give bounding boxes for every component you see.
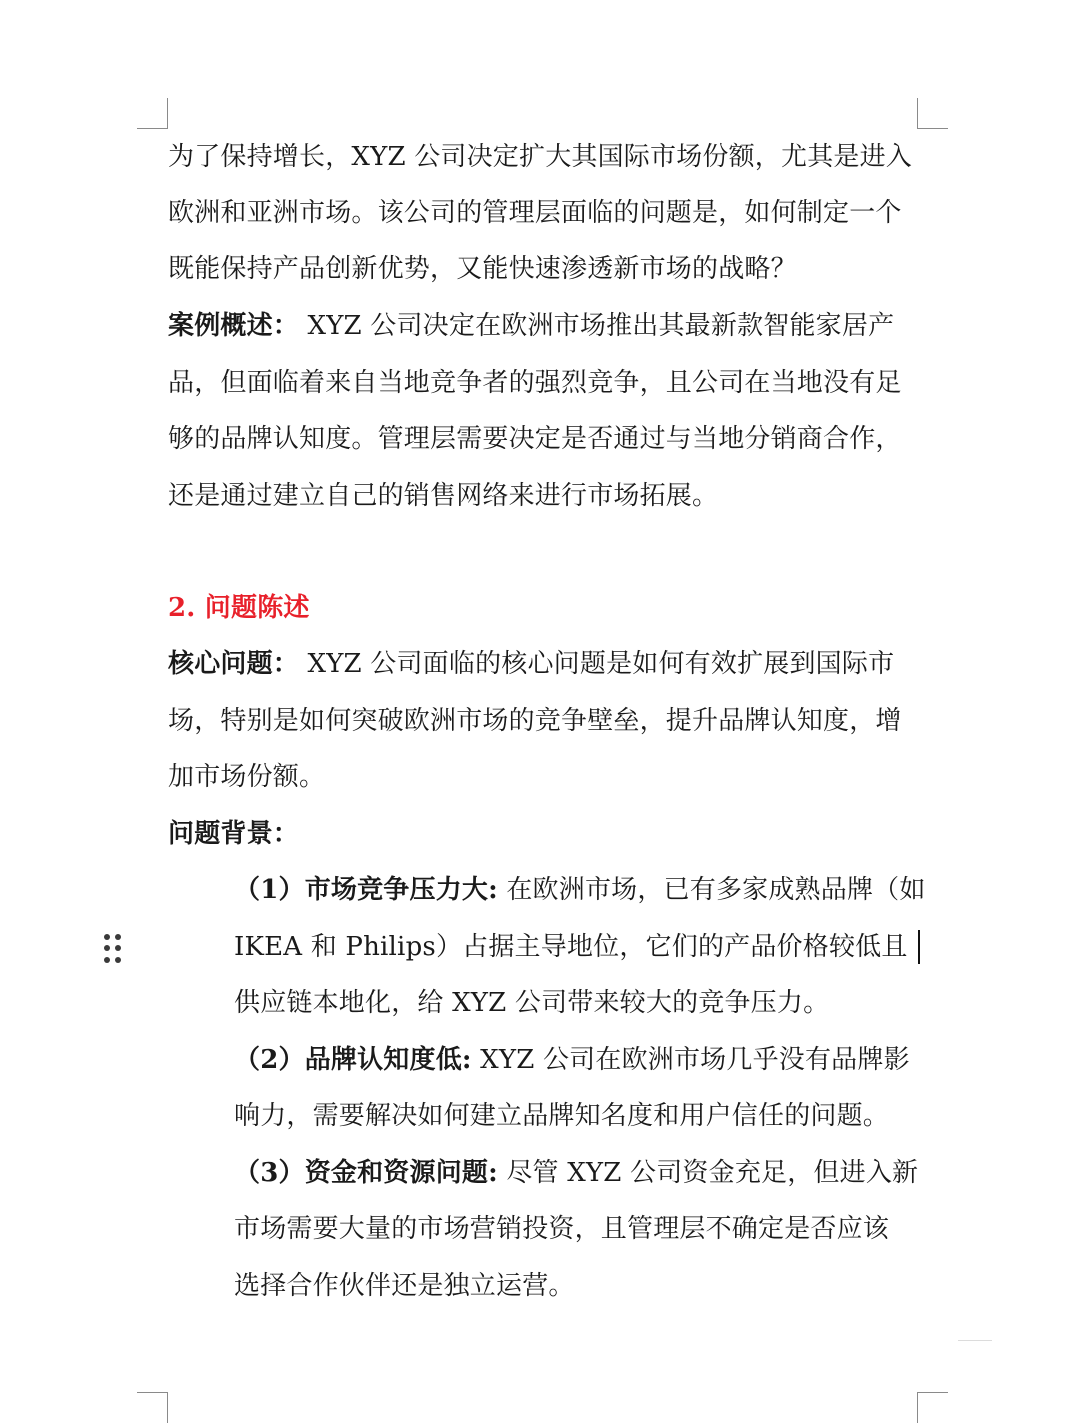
paragraph-line: 选择合作伙伴还是独立运营。 xyxy=(234,1271,575,1301)
crop-mark-bottom-left xyxy=(137,1392,168,1423)
crop-mark-bottom-right xyxy=(917,1392,948,1423)
text-cursor xyxy=(918,930,920,964)
item-text: 在欧洲市场，已有多家成熟品牌（如 xyxy=(497,875,926,905)
crop-mark-top-right xyxy=(917,98,948,129)
paragraph-line: 市场需要大量的市场营销投资，且管理层不确定是否应该 xyxy=(234,1214,890,1244)
paragraph-line: 为了保持增长，XYZ 公司决定扩大其国际市场份额，尤其是进入 xyxy=(168,142,913,172)
paragraph-line: 还是通过建立自己的销售网络来进行市场拓展。 xyxy=(168,481,719,511)
case-overview-line xyxy=(168,309,894,343)
page-edge-mark xyxy=(958,1340,992,1341)
item-text: 尽管 XYZ 公司资金充足，但进入新 xyxy=(497,1158,919,1188)
paragraph-line: 供应链本地化，给 XYZ 公司带来较大的竞争压力。 xyxy=(234,988,830,1018)
drag-handle-icon[interactable] xyxy=(104,934,122,964)
crop-mark-top-left xyxy=(137,98,168,129)
list-item xyxy=(234,873,926,907)
paragraph-line: 够的品牌认知度。管理层需要决定是否通过与当地分销商合作， xyxy=(168,424,902,454)
background-label: 问题背景： xyxy=(168,819,300,849)
case-overview-label: 案例概述： xyxy=(168,311,300,341)
paragraph-line: 响力，需要解决如何建立品牌知名度和用户信任的问题。 xyxy=(234,1101,890,1131)
paragraph-line: 场，特别是如何突破欧洲市场的竞争壁垒，提升品牌认知度，增 xyxy=(168,706,902,736)
paragraph-line: IKEA 和 Philips）占据主导地位，它们的产品价格较低且 xyxy=(234,932,908,962)
core-problem-label: 核心问题： xyxy=(168,649,300,679)
paragraph-line: 品，但面临着来自当地竞争者的强烈竞争，且公司在当地没有足 xyxy=(168,368,902,398)
core-problem-line xyxy=(168,647,894,681)
list-item xyxy=(234,1043,910,1077)
paragraph-line: 既能保持产品创新优势，又能快速渗透新市场的战略？ xyxy=(168,254,797,284)
item-label: （2）品牌认知度低: xyxy=(234,1045,472,1075)
item-label: （1）市场竞争压力大: xyxy=(234,875,498,905)
list-item xyxy=(234,1156,918,1190)
paragraph-line: 加市场份额。 xyxy=(168,762,326,792)
case-overview-text: XYZ 公司决定在欧洲市场推出其最新款智能家居产 xyxy=(299,311,895,341)
section-heading: 2. 问题陈述 xyxy=(168,593,310,623)
core-problem-text: XYZ 公司面临的核心问题是如何有效扩展到国际市 xyxy=(299,649,895,679)
item-label: （3）资金和资源问题: xyxy=(234,1158,498,1188)
paragraph-line: 欧洲和亚洲市场。该公司的管理层面临的问题是，如何制定一个 xyxy=(168,198,902,228)
item-text: XYZ 公司在欧洲市场几乎没有品牌影 xyxy=(471,1045,910,1075)
